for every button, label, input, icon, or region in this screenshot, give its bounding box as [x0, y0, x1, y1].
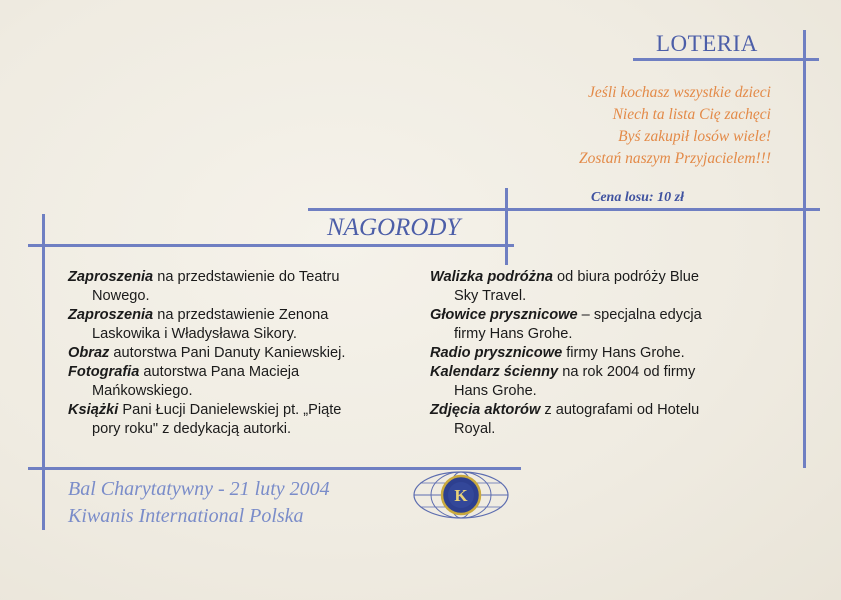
prize-item: Kalendarz ścienny na rok 2004 od firmy Hans Grohe. [430, 364, 696, 399]
divider-line [42, 214, 45, 530]
divider-line [308, 208, 820, 211]
logo-letter: K [454, 486, 468, 505]
ticket-price: Cena losu: 10 zł [591, 190, 684, 205]
divider-line [28, 244, 514, 247]
prize-item: Zaproszenia na przedstawienie Zenona Laskowika i Władysława Sikory. [68, 307, 329, 342]
poem-line: Jeśli kochasz wszystkie dzieci [588, 84, 771, 101]
prize-item: Walizka podróżna od biura podróży Blue Sky Travel. [430, 269, 700, 304]
poem-line: Niech ta lista Cię zachęci [612, 106, 771, 123]
lottery-title: LOTERIA [656, 31, 758, 56]
event-date-line: Bal Charytatywny - 21 luty 2004 [68, 478, 330, 500]
poem-line: Zostań naszym Przyjacielem!!! [579, 150, 771, 167]
prize-item: Zaproszenia na przedstawienie do Teatru Nowego. [68, 269, 340, 304]
prizes-right-column [430, 268, 770, 439]
prize-item: Radio prysznicowe firmy Hans Grohe. [430, 345, 685, 361]
prize-item: Książki Pani Łucji Danielewskiej pt. „Piąte pory roku" z dedykacją autorki. [68, 402, 342, 437]
event-footer [68, 476, 330, 530]
poem-line: Byś zakupił losów wiele! [618, 128, 771, 145]
prize-item: Obraz autorstwa Pani Danuty Kaniewskiej. [68, 345, 346, 361]
divider-line [633, 58, 819, 61]
prizes-left-column [68, 268, 420, 439]
prize-item: Zdjęcia aktorów z autografami od Hotelu Royal. [430, 402, 700, 437]
prizes-title: NAGORODY [327, 214, 461, 241]
divider-line [803, 30, 806, 468]
kiwanis-globe-logo-icon [412, 470, 510, 520]
prize-item: Głowice prysznicowe – specjalna edycja firmy Hans Grohe. [430, 307, 702, 342]
lottery-poem [451, 82, 771, 170]
divider-line [505, 188, 508, 265]
prize-item: Fotografia autorstwa Pana Macieja Mańkowskiego. [68, 364, 300, 399]
organizer-line: Kiwanis International Polska [68, 505, 304, 527]
